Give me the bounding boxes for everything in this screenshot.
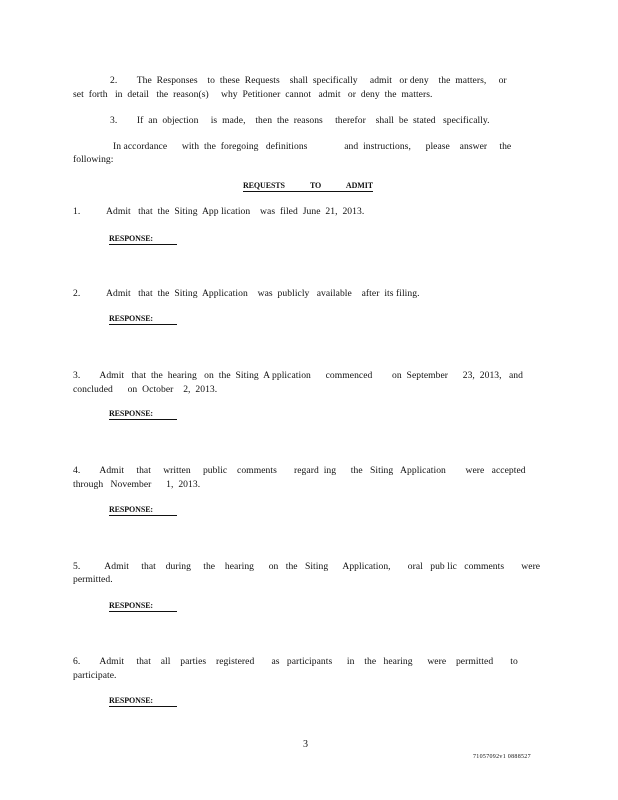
paragraph-4-line-1: In accordance with the foregoing definitions and instructions, please answer the <box>113 141 512 152</box>
document-footer-id: 71057092v1 0888527 <box>473 754 531 760</box>
request-5-line-2: permitted. <box>73 574 113 585</box>
requests-to-admit-heading: REQUESTS TO ADMIT <box>243 181 373 190</box>
page-number: 3 <box>303 739 309 750</box>
request-4-line-1: 4. Admit that written public comments regard ing the Siting Application were accepted <box>73 465 526 476</box>
request-3-line-1: 3. Admit that the hearing on the Siting A pplication commenced on September 23, 2013, and <box>73 370 523 381</box>
paragraph-2-line-2: set forth in detail the reason(s) why Petitioner cannot admit or deny the matters. <box>73 89 433 100</box>
request-1-text: Admit that the Siting App lication was filed June 21, 2013. <box>106 206 365 217</box>
request-5-line-1: 5. Admit that during the hearing on the Siting Application, oral pub lic comments were <box>73 561 541 572</box>
request-4-response-label: RESPONSE: <box>109 505 177 516</box>
request-1-number: 1. <box>73 206 81 217</box>
paragraph-2-line-1: 2. The Responses to these Requests shall specifically admit or deny the matters, or <box>110 75 507 86</box>
request-6-response-label: RESPONSE: <box>109 696 177 707</box>
request-5-response-label: RESPONSE: <box>109 601 177 612</box>
paragraph-4-line-2: following: <box>73 154 114 165</box>
request-2-response-label: RESPONSE: <box>109 314 177 325</box>
request-3-response-label: RESPONSE: <box>109 409 177 420</box>
request-2-text: Admit that the Siting Application was publicly available after its filing. <box>106 288 420 299</box>
request-2-number: 2. <box>73 288 81 299</box>
request-3-line-2: concluded on October 2, 2013. <box>73 384 218 395</box>
request-6-line-1: 6. Admit that all parties registered as participants in the hearing were permitted to <box>73 656 518 667</box>
request-1-response-label: RESPONSE: <box>109 234 177 245</box>
paragraph-3: 3. If an objection is made, then the reasons therefor shall be stated specifically. <box>110 115 490 126</box>
request-4-line-2: through November 1, 2013. <box>73 479 201 490</box>
request-6-line-2: participate. <box>73 670 117 681</box>
